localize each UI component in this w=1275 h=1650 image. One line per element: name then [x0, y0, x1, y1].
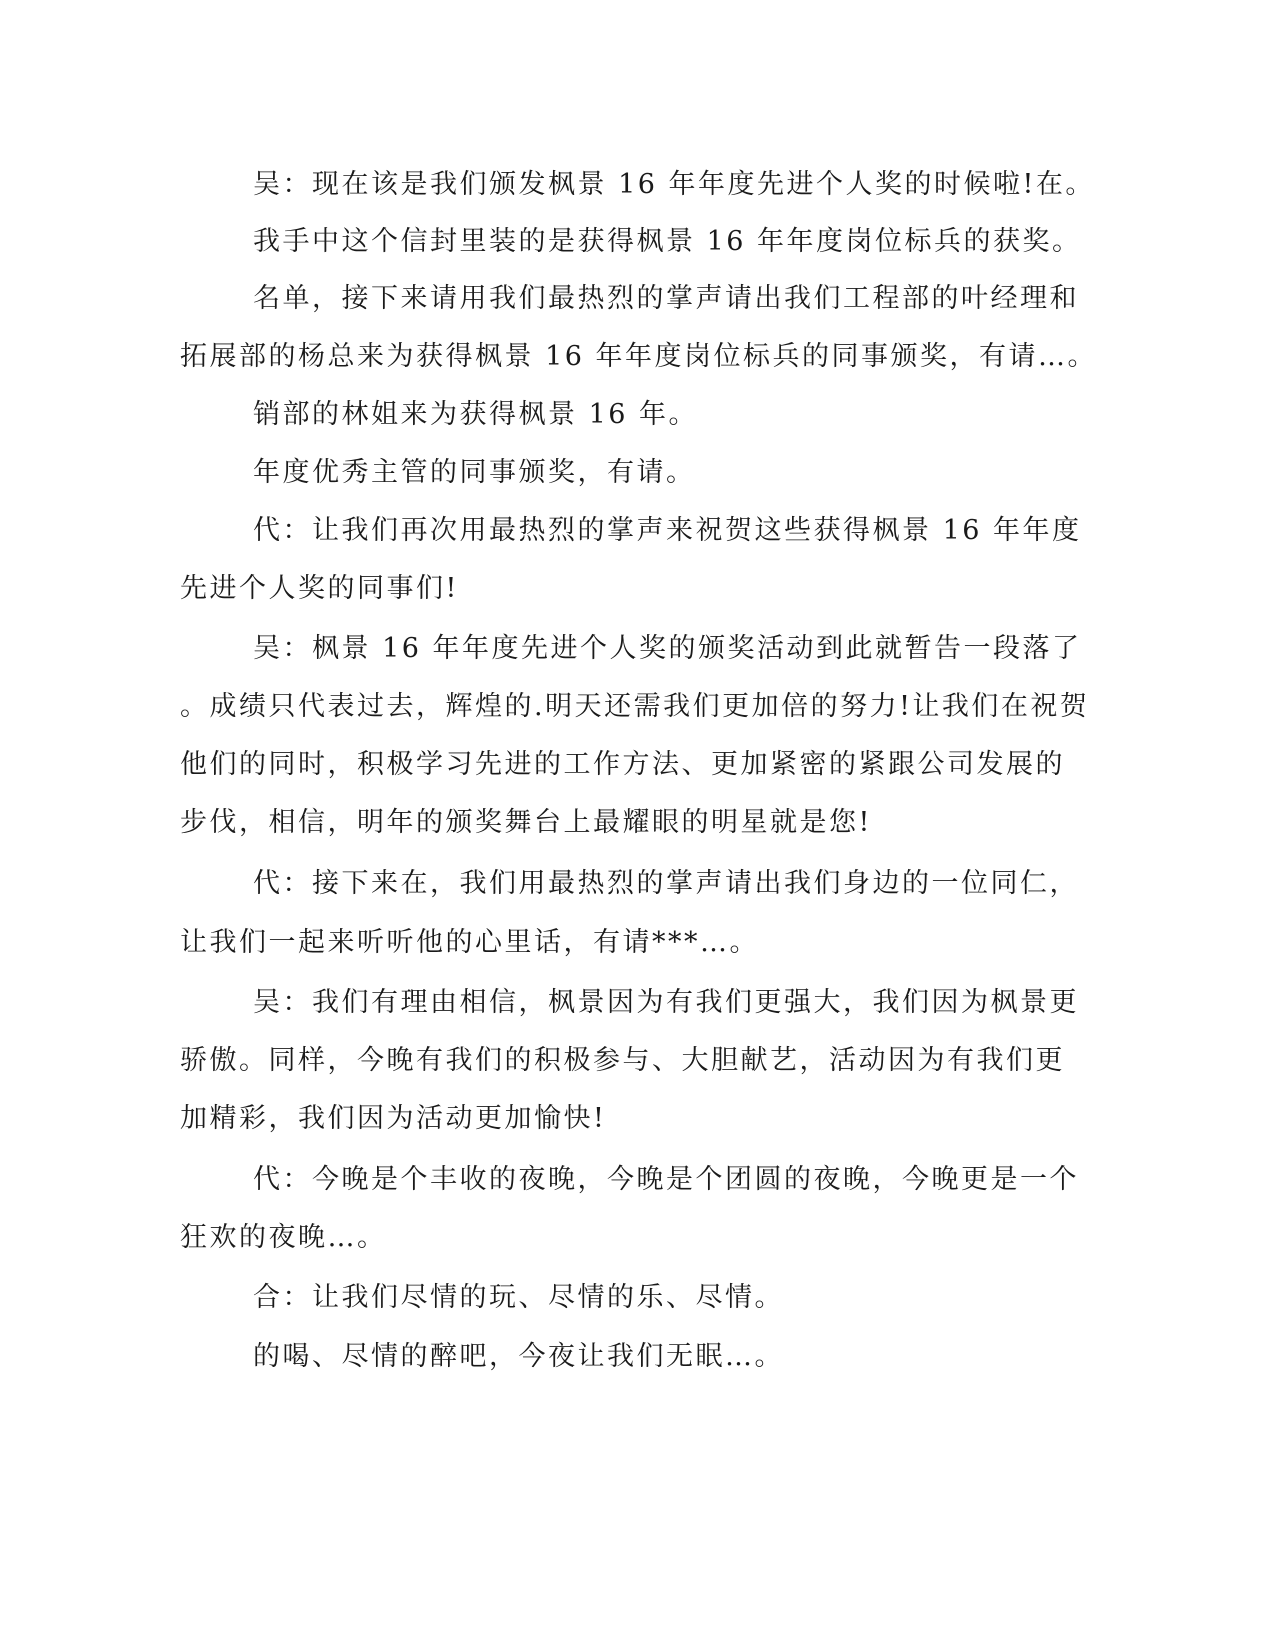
- text-line: 年度优秀主管的同事颁奖，有请。: [253, 457, 696, 488]
- text-line: 代：接下来在，我们用最热烈的掌声请出我们身边的一位同仁，: [253, 868, 1079, 899]
- text-line: 加精彩，我们因为活动更加愉快!: [180, 1103, 607, 1134]
- text-line: 。成绩只代表过去，辉煌的.明天还需我们更加倍的努力!让我们在祝贺: [180, 691, 1090, 722]
- text-line: 骄傲。同样，今晚有我们的积极参与、大胆献艺，活动因为有我们更: [180, 1045, 1065, 1076]
- text-line: 代：让我们再次用最热烈的掌声来祝贺这些获得枫景 16 年年度: [253, 515, 1082, 546]
- text-line: 的喝、尽情的醉吧，今夜让我们无眠…。: [253, 1341, 784, 1372]
- text-line: 名单，接下来请用我们最热烈的掌声请出我们工程部的叶经理和: [253, 283, 1079, 314]
- text-line: 先进个人奖的同事们!: [180, 573, 459, 604]
- text-line: 代：今晚是个丰收的夜晚，今晚是个团圆的夜晚，今晚更是一个: [253, 1164, 1079, 1195]
- text-line: 吴：我们有理由相信，枫景因为有我们更强大，我们因为枫景更: [253, 987, 1079, 1018]
- text-line: 合：让我们尽情的玩、尽情的乐、尽情。: [253, 1282, 784, 1313]
- text-line: 拓展部的杨总来为获得枫景 16 年年度岗位标兵的同事颁奖，有请…。: [180, 341, 1098, 372]
- text-line: 销部的林姐来为获得枫景 16 年。: [253, 399, 699, 430]
- text-line: 步伐，相信，明年的颁奖舞台上最耀眼的明星就是您!: [180, 807, 872, 838]
- text-line: 我手中这个信封里装的是获得枫景 16 年年度岗位标兵的获奖。: [253, 226, 1082, 257]
- text-line: 吴：现在该是我们颁发枫景 16 年年度先进个人奖的时候啦!在。: [253, 169, 1095, 200]
- text-line: 狂欢的夜晚…。: [180, 1222, 387, 1253]
- text-line: 让我们一起来听听他的心里话，有请***…。: [180, 927, 759, 958]
- text-line: 吴：枫景 16 年年度先进个人奖的颁奖活动到此就暂告一段落了: [253, 633, 1082, 664]
- text-line: 他们的同时，积极学习先进的工作方法、更加紧密的紧跟公司发展的: [180, 749, 1065, 780]
